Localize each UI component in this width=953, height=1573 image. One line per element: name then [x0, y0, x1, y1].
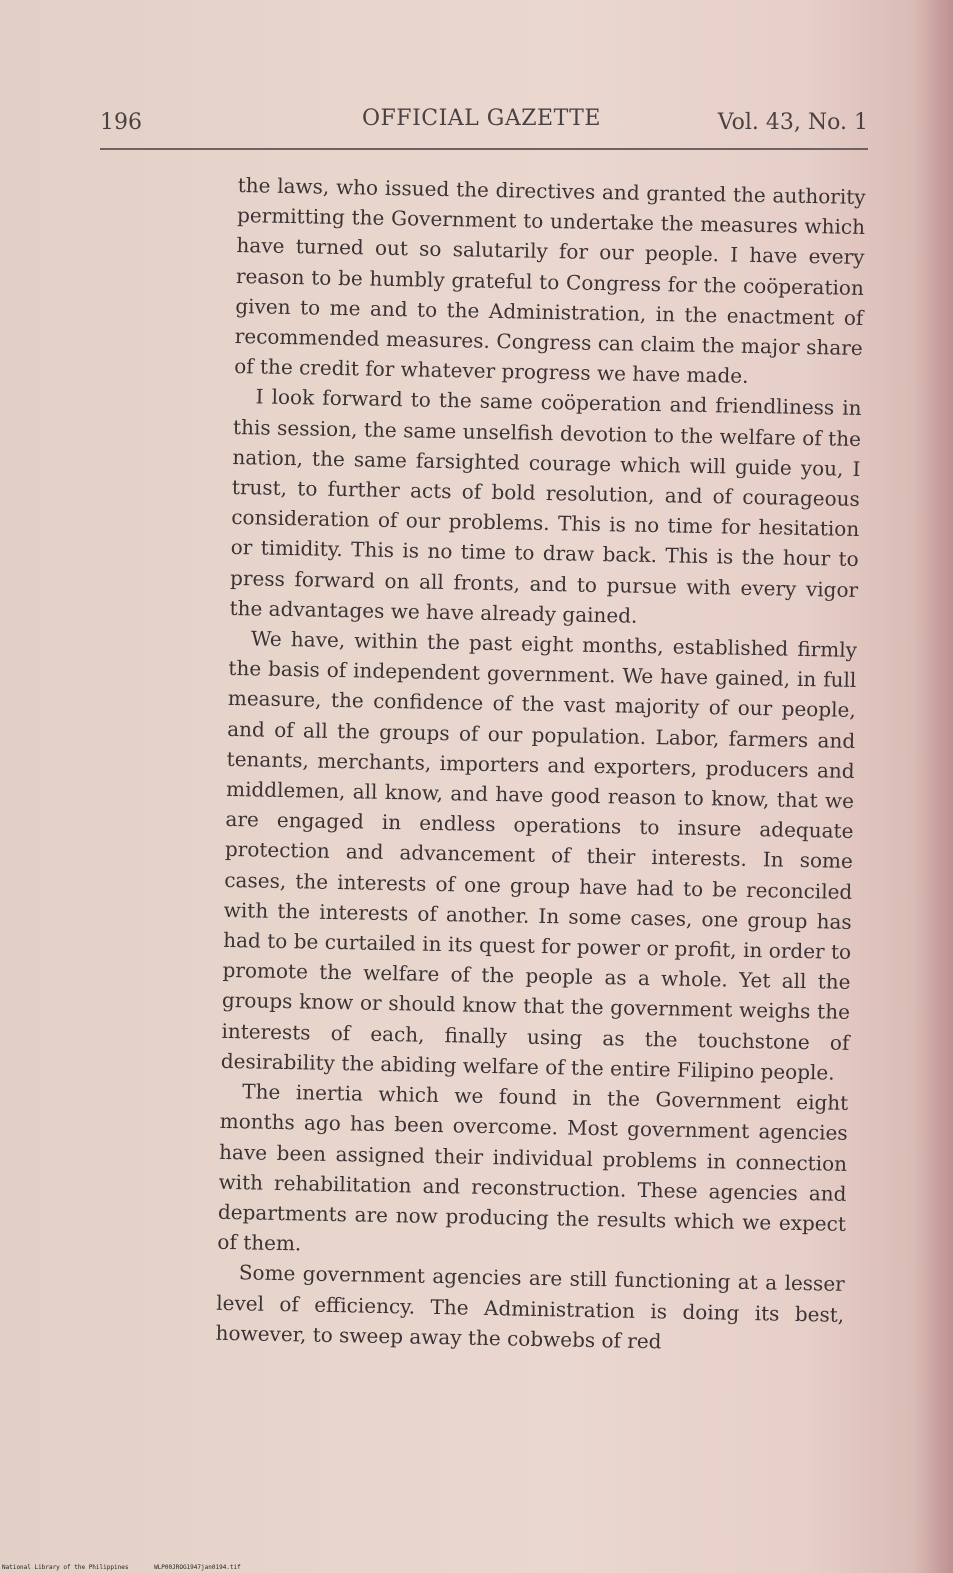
paragraph: We have, within the past eight months, established firmly the basis of independent government. We have gained, in full measure, the confidence of the vast majority of our people, and of all the groups of our population. Labor, farmers and tenants, merchants, importers and exporters, producers and middlemen, all know, and have good reason to know, that we are engaged in endless operations to insure adequate protection and advancement of their interests. In some cases, the interests of one group have had to be reconciled with the interests of another. In some cases, one group has had to be curtailed in its quest for power or profit, in order to promote the welfare of the people as a whole. Yet all the groups know or should know that the government weighs the interests of each, finally using as the touchstone of desirability the abiding welfare of the entire Filipino people. — [220, 626, 858, 1085]
scan-credit — [2, 1564, 241, 1571]
paragraph: The inertia which we found in the Government eight months ago has been overcome. Most government agencies have been assigned their individual problems in connection with rehabilitation and reconstruction. These agencies and departments are now producing the results which we expect of them. — [217, 1079, 849, 1256]
page-header — [100, 104, 868, 140]
body-text — [215, 170, 865, 1360]
page-number: 196 — [100, 110, 142, 135]
header-rule — [100, 148, 868, 150]
paragraph: the laws, who issued the directives and granted the authority permitting the Government to undertake the measures which have turned out so salutarily for our people. I have every reason to be humbly grateful to Congress for the coöperation given to me and to the Administration, in the enactment of recommended measures. Congress can claim the major share of the credit for whatever progress we have made. — [234, 172, 866, 389]
paragraph: Some government agencies are still functioning at a lesser level of efficiency. The Administration is doing its best, however, to sweep away the cobwebs of red — [215, 1260, 845, 1354]
volume-issue: Vol. 43, No. 1 — [717, 110, 868, 135]
paragraph: I look forward to the same coöperation and friendliness in this session, the same unselfish devotion to the welfare of the nation, the same farsighted courage which will guide you, I trust, to further acts of bold resolution, and of courageous consideration of our problems. This is no time for hesitation or timidity. This is no time to draw back. This is the hour to press forward on all fronts, and to pursue with every vigor the advantages we have already gained. — [229, 384, 862, 628]
library-credit: National Library of the Philippines — [2, 1564, 129, 1571]
publication-title: OFFICIAL GAZETTE — [362, 106, 601, 131]
page-edge-shadow — [913, 0, 953, 1573]
file-identifier: WLP00JROG1947jan0194.tif — [154, 1564, 241, 1571]
